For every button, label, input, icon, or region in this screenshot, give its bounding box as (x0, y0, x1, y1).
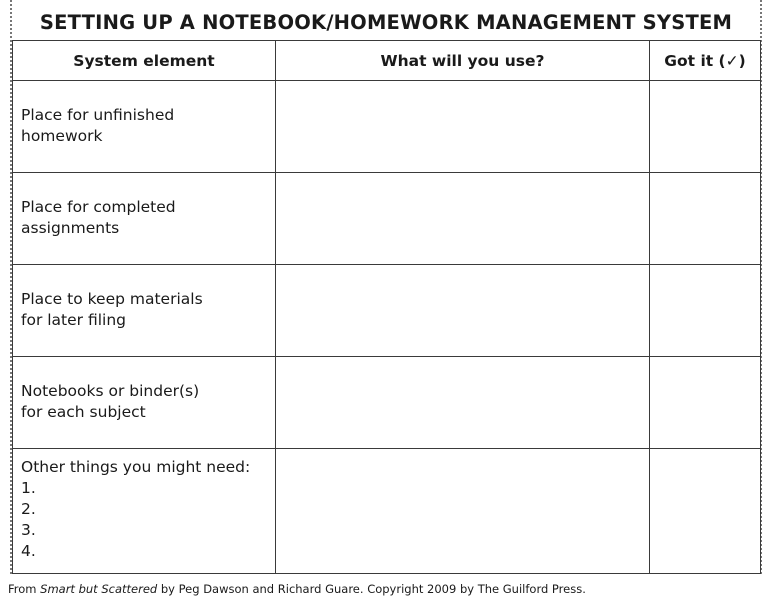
element-text-line: homework (21, 127, 103, 145)
system-table (12, 40, 761, 574)
table-row (13, 357, 761, 449)
element-text-line: Other things you might need: (21, 458, 251, 476)
got-it-cell[interactable] (650, 357, 761, 449)
header-got-it: Got it (✓) (650, 41, 761, 81)
footer-book-title: Smart but Scattered (40, 582, 158, 596)
footer-suffix: by Peg Dawson and Richard Guare. Copyright 2009 by The Guilford Press. (157, 582, 586, 596)
what-will-you-use-cell[interactable] (276, 173, 650, 265)
element-text-line: Place for unfinished (21, 106, 175, 124)
header-system-element: System element (13, 41, 276, 81)
system-element-cell (13, 173, 276, 265)
system-element-cell (13, 81, 276, 173)
element-text-line: for each subject (21, 403, 146, 421)
what-will-you-use-cell[interactable] (276, 449, 650, 574)
list-number: 4. (21, 542, 36, 560)
element-text-line: for later filing (21, 311, 126, 329)
page-title: SETTING UP A NOTEBOOK/HOMEWORK MANAGEMENT SYSTEM (39, 11, 733, 34)
table-row (13, 449, 761, 574)
what-will-you-use-cell[interactable] (276, 265, 650, 357)
copyright-footer (8, 581, 586, 597)
list-number: 3. (21, 521, 36, 539)
what-will-you-use-cell[interactable] (276, 81, 650, 173)
element-text-line: Notebooks or binder(s) (21, 382, 200, 400)
element-text-line: assignments (21, 219, 120, 237)
got-it-cell[interactable] (650, 173, 761, 265)
element-text-line: Place to keep materials (21, 290, 203, 308)
what-will-you-use-cell[interactable] (276, 357, 650, 449)
list-number: 2. (21, 500, 36, 518)
table-row (13, 265, 761, 357)
got-it-cell[interactable] (650, 81, 761, 173)
header-row (13, 41, 761, 81)
table-row (13, 173, 761, 265)
list-number: 1. (21, 479, 36, 497)
header-what-will-you-use: What will you use? (276, 41, 650, 81)
footer-prefix: From (8, 582, 41, 596)
element-text-line: Place for completed (21, 198, 176, 216)
system-element-cell (13, 265, 276, 357)
got-it-cell[interactable] (650, 265, 761, 357)
table-row (13, 81, 761, 173)
system-element-cell (13, 357, 276, 449)
system-element-cell (13, 449, 276, 574)
got-it-cell[interactable] (650, 449, 761, 574)
